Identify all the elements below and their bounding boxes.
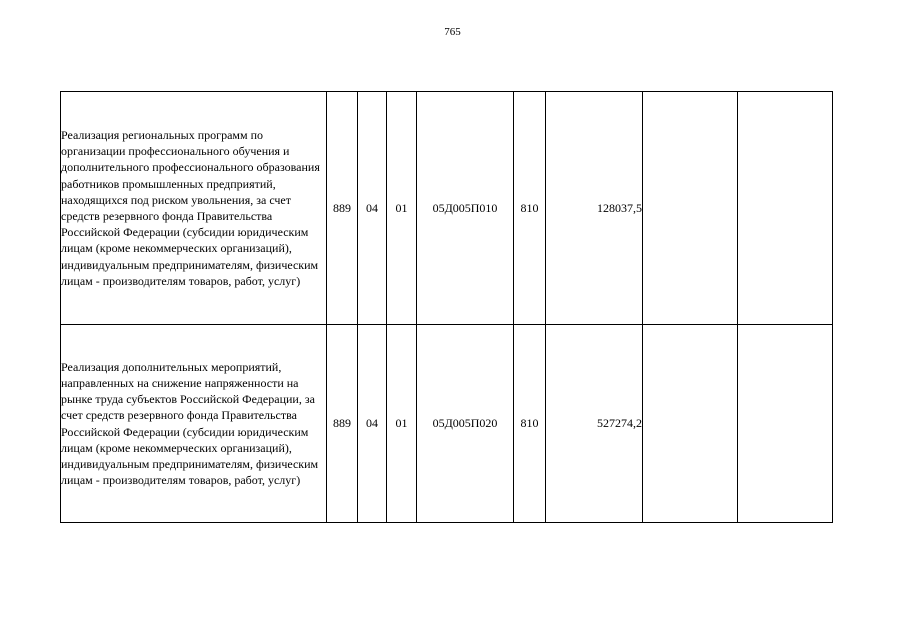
subsection-code-cell: 01 bbox=[387, 325, 417, 523]
page-number: 765 bbox=[444, 26, 461, 38]
empty-cell bbox=[738, 92, 833, 325]
section-code-cell: 04 bbox=[358, 325, 387, 523]
target-article-cell: 05Д005П020 bbox=[417, 325, 514, 523]
expense-type-cell: 810 bbox=[514, 325, 546, 523]
description-cell: Реализация региональных программ по организации профессионального обучения и дополнительного профессионального образования работников промышленных предприятий, находящихся под риском увольнения, за счет средств резервного фонда Правительства Российской Федерации (субсидии юридическим лицам (кроме некоммерческих организаций), индивидуальным предпринимателям, физическим лицам - производителям товаров, работ, услуг) bbox=[61, 92, 327, 325]
table-row bbox=[61, 92, 833, 325]
empty-cell bbox=[643, 92, 738, 325]
subsection-code-cell: 01 bbox=[387, 92, 417, 325]
expense-type-cell: 810 bbox=[514, 92, 546, 325]
description-cell: Реализация дополнительных мероприятий, направленных на снижение напряженности на рынке труда субъектов Российской Федерации, за счет средств резервного фонда Правительства Российской Федерации (субсидии юридическим лицам (кроме некоммерческих организаций), индивидуальным предпринимателям, физическим лицам - производителям товаров, работ, услуг) bbox=[61, 325, 327, 523]
amount-cell: 128037,5 bbox=[546, 92, 643, 325]
table-row bbox=[61, 325, 833, 523]
target-article-cell: 05Д005П010 bbox=[417, 92, 514, 325]
section-code-cell: 04 bbox=[358, 92, 387, 325]
amount-cell: 527274,2 bbox=[546, 325, 643, 523]
ministry-code-cell: 889 bbox=[327, 325, 358, 523]
empty-cell bbox=[738, 325, 833, 523]
ministry-code-cell: 889 bbox=[327, 92, 358, 325]
budget-table bbox=[60, 91, 833, 523]
empty-cell bbox=[643, 325, 738, 523]
